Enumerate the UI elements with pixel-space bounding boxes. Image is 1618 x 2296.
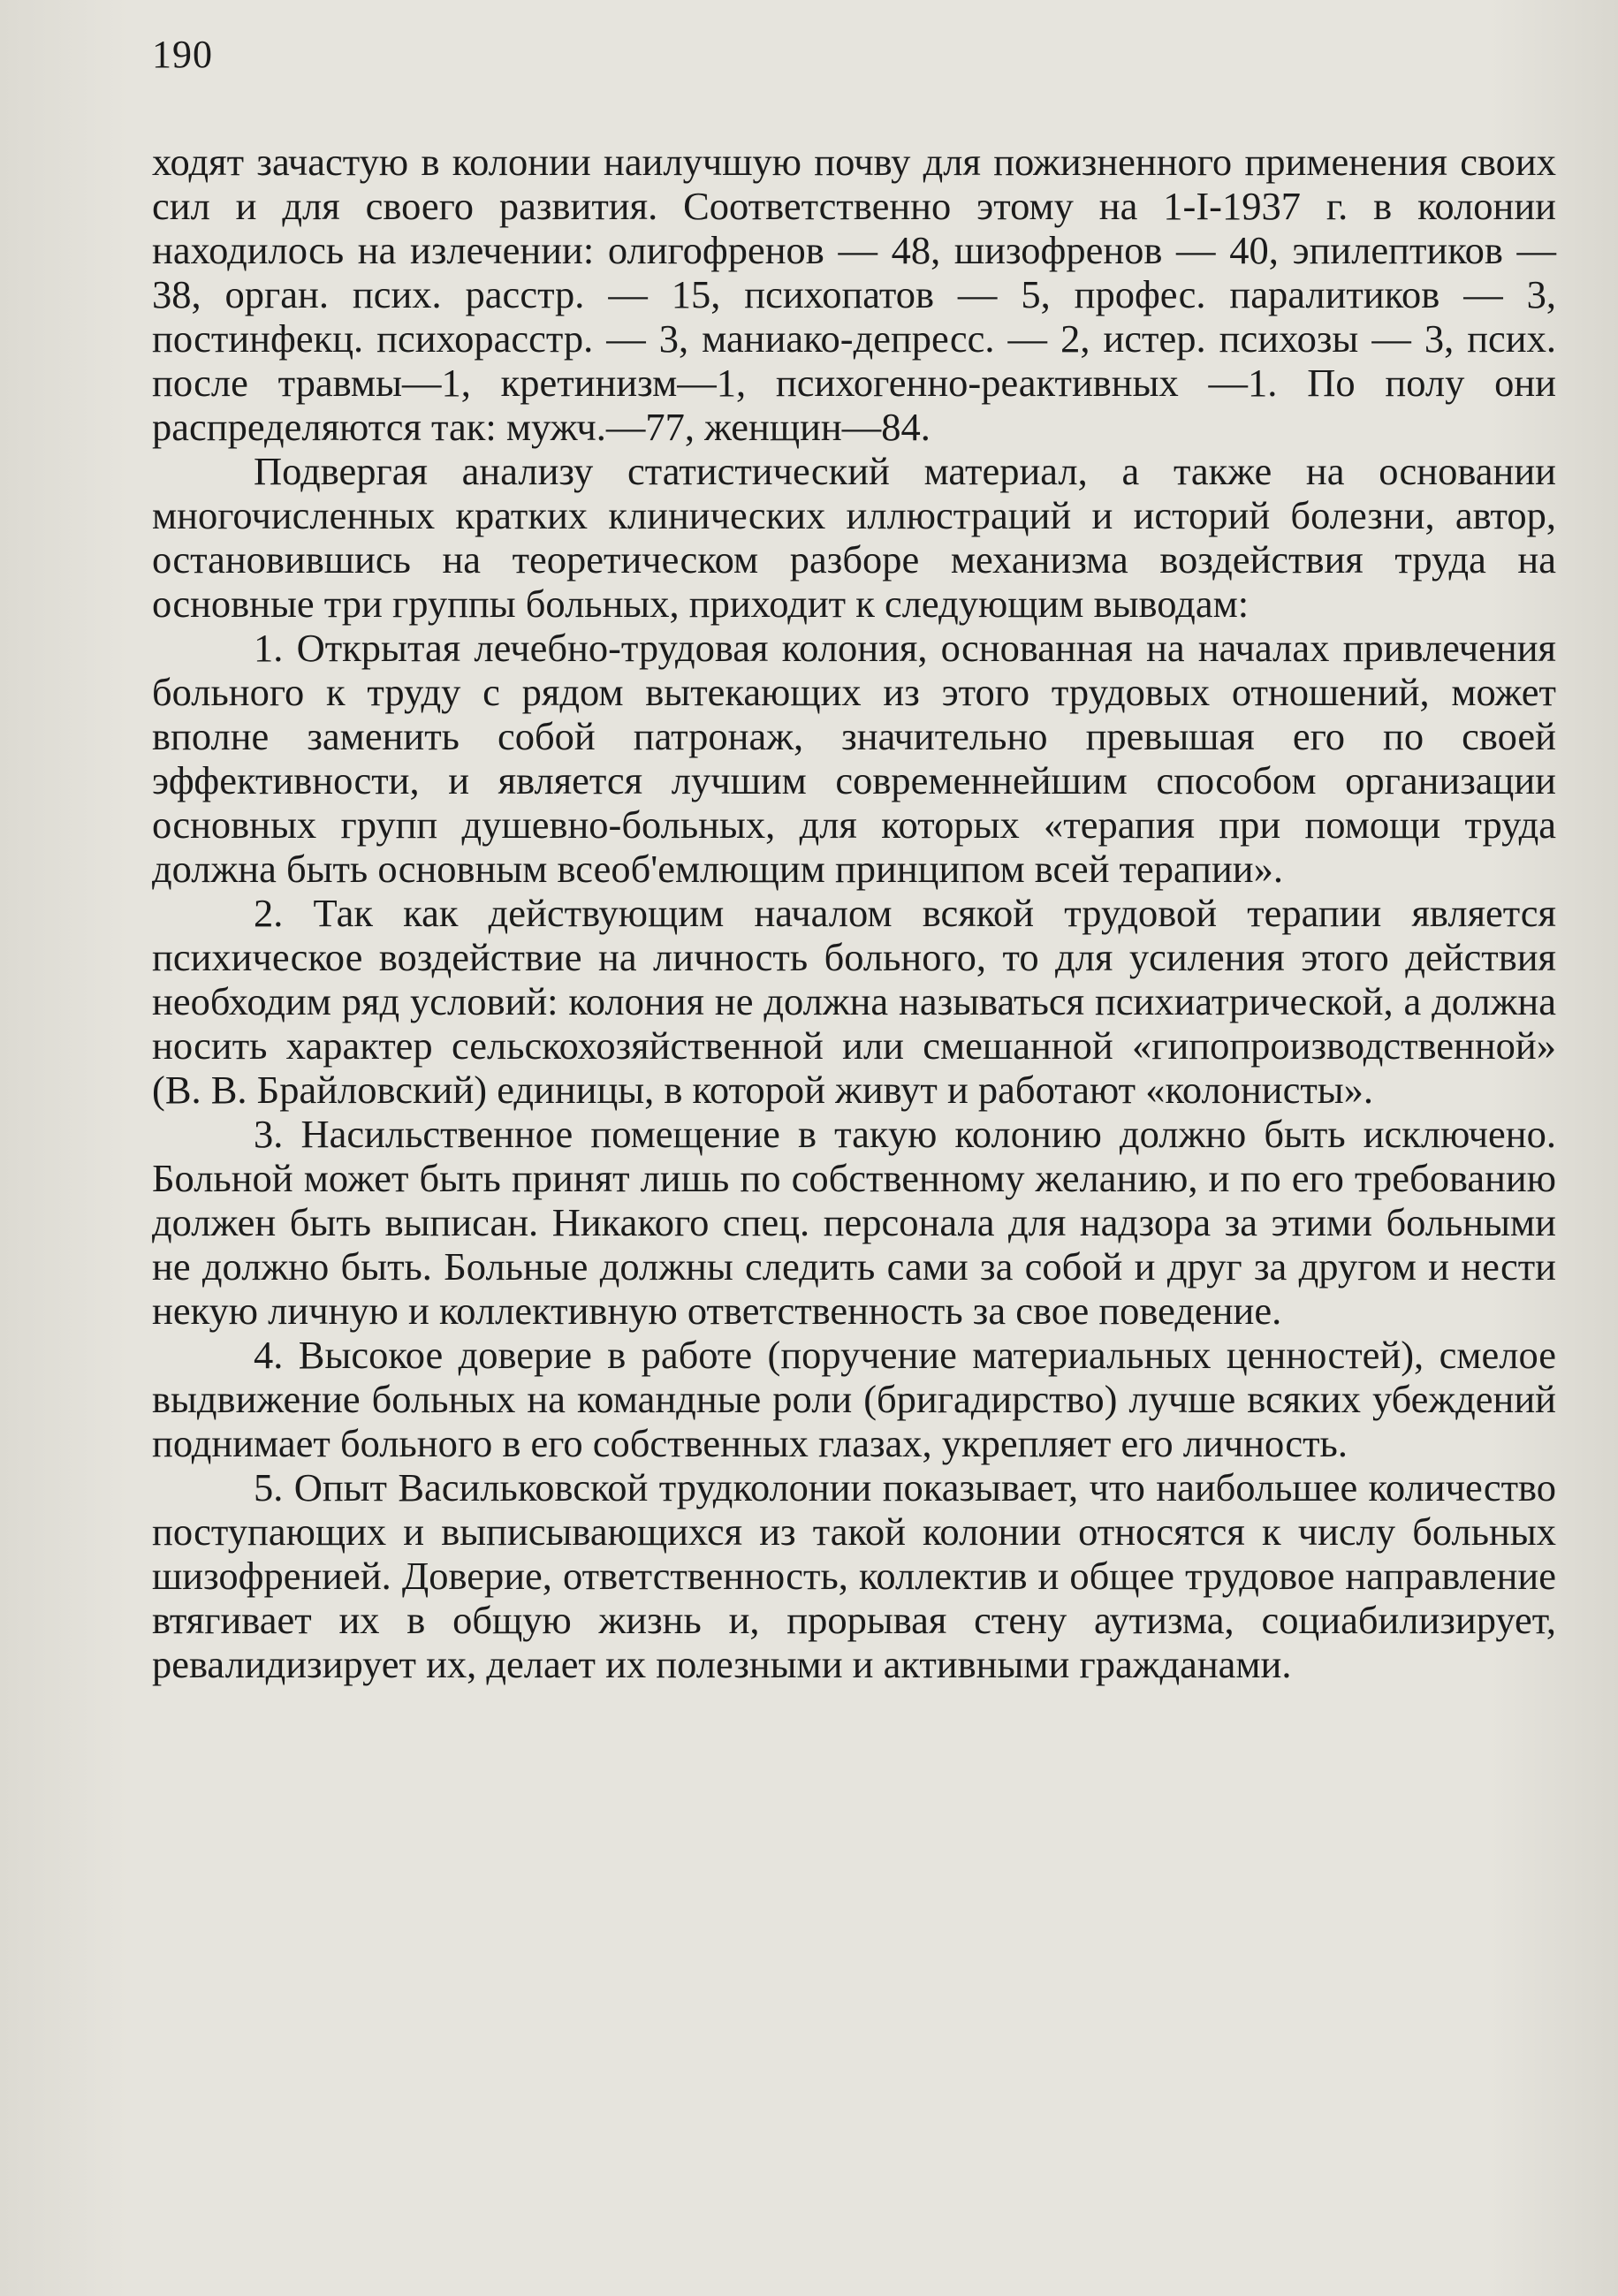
conclusion-1: 1. Открытая лечебно-трудовая колония, основанная на началах привлечения больного к труду с рядом вытекающих из этого трудовых отношений, может вполне заменить собой патронаж, значительно превышая его по своей эффективности, и является лучшим современнейшим способом организации основных групп душевно-больных, для которых «терапия при помощи труда должна быть основным всеоб'емлющим принципом всей терапии». xyxy=(152,626,1556,891)
conclusion-5: 5. Опыт Васильковской трудколонии показывает, что наибольшее количество поступающих и выписывающихся из такой колонии относятся к числу больных шизофренией. Доверие, ответственность, коллектив и общее трудовое направление втягивает их в общую жизнь и, прорывая стену аутизма, социабилизирует, ревалидизирует их, делает их полезными и активными гражданами. xyxy=(152,1465,1556,1686)
conclusion-4: 4. Высокое доверие в работе (поручение материальных ценностей), смелое выдвижение больных на командные роли (бригадирство) лучше всяких убеждений поднимает больного в его собственных глазах, укрепляет его личность. xyxy=(152,1333,1556,1465)
conclusion-2: 2. Так как действующим началом всякой трудовой терапии является психическое воздействие на личность больного, то для усиления этого действия необходим ряд условий: колония не должна называться психиатрической, а должна носить характер сельскохозяйственной или смешанной «гипопроизводственной» (В. В. Брайловский) единицы, в которой живут и работают «колонисты». xyxy=(152,891,1556,1112)
body-text xyxy=(152,140,1556,1686)
page-number: 190 xyxy=(152,33,213,76)
paragraph-continuation: ходят зачастую в колонии наилучшую почву для пожизненного применения своих сил и для своего развития. Соответственно этому на 1-I-1937 г. в колонии находилось на излечении: олигофренов — 48, шизофренов — 40, эпилептиков — 38, орган. псих. расстр. — 15, психопатов — 5, профес. паралитиков — 3, постинфекц. психорасстр. — 3, маниако-депресс. — 2, истер. психозы — 3, псих. после травмы—1, кретинизм—1, психогенно-реактивных —1. По полу они распределяются так: мужч.—77, женщин—84. xyxy=(152,140,1556,449)
conclusion-3: 3. Насильственное помещение в такую колонию должно быть исключено. Больной может быть принят лишь по собственному желанию, и по его требованию должен быть выписан. Никакого спец. персонала для надзора за этими больными не должно быть. Больные должны следить сами за собой и друг за другом и нести некую личную и коллективную ответственность за свое поведение. xyxy=(152,1112,1556,1333)
paragraph-analysis: Подвергая анализу статистический материал, а также на основании многочисленных кратких клинических иллюстраций и историй болезни, автор, остановившись на теоретическом разборе механизма воздействия труда на основные три группы больных, приходит к следующим выводам: xyxy=(152,449,1556,626)
